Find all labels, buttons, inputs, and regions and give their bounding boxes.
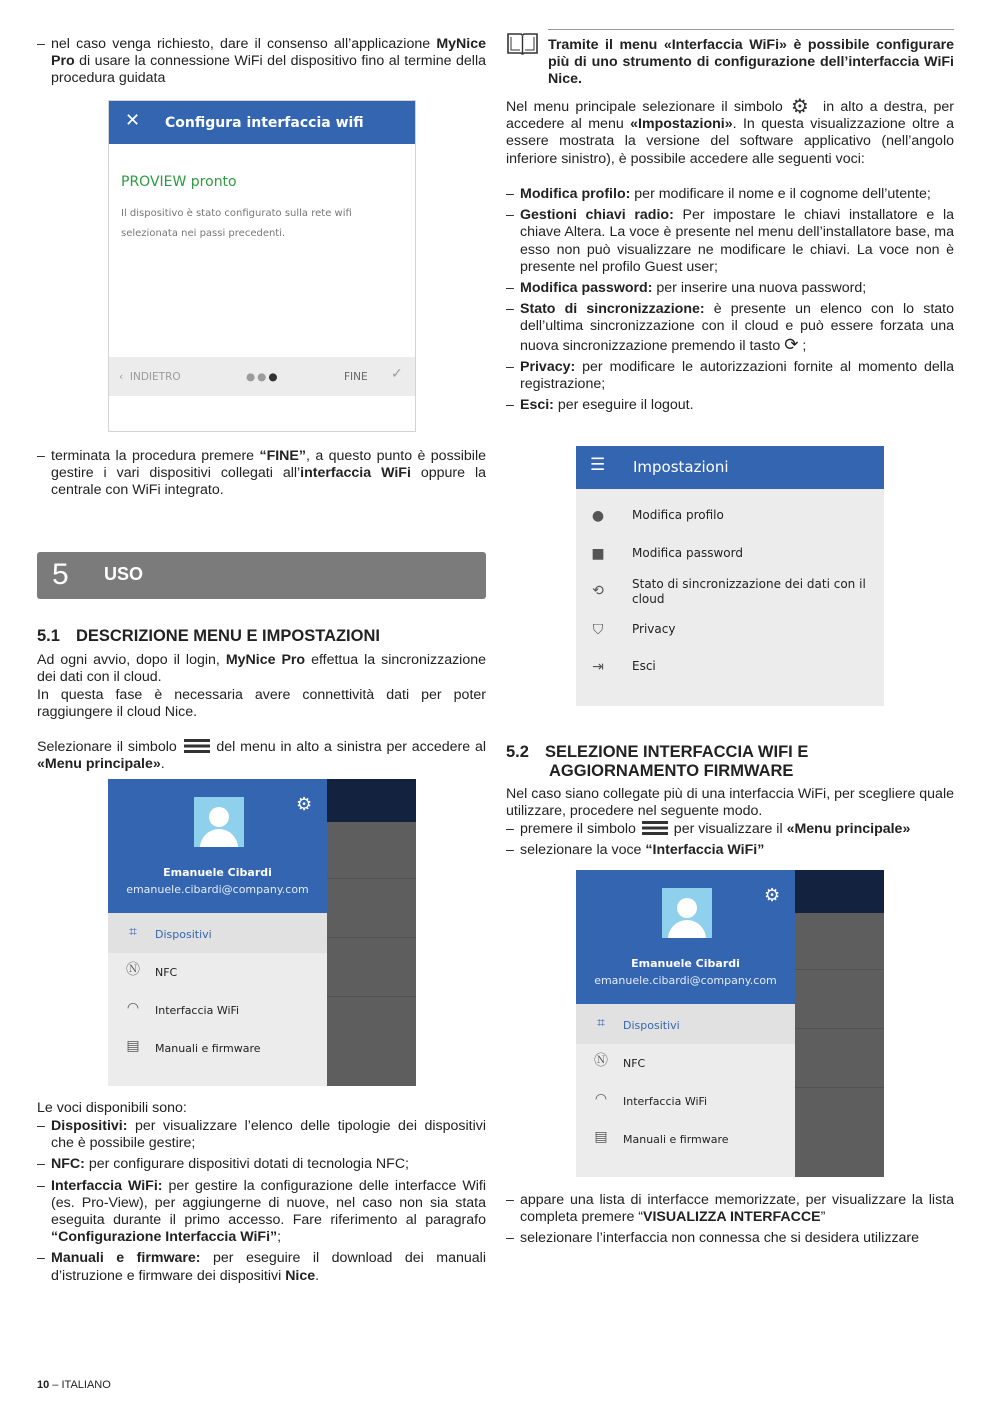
menu-header xyxy=(576,870,795,1004)
close-icon[interactable]: ✕ xyxy=(125,110,141,131)
heading-5-1: 5.1 DESCRIZIONE MENU E IMPOSTAZIONI xyxy=(37,627,380,645)
settings-title: Impostazioni xyxy=(633,458,729,476)
bullet-selezionare-voce: – selezionare la voce “Interfaccia WiFi” xyxy=(506,842,954,859)
wizard-screenshot xyxy=(108,100,416,432)
wifi-icon: ◠ xyxy=(126,1000,140,1016)
main-menu-screenshot xyxy=(108,779,416,1086)
dimmed-content[interactable] xyxy=(327,779,416,1086)
wizard-status: PROVIEW pronto xyxy=(121,174,237,190)
section-number: 5 xyxy=(52,558,69,591)
gear-icon[interactable]: ⚙ xyxy=(764,885,781,906)
sync-icon: ⟳ xyxy=(784,334,799,354)
shield-icon: ⛉ xyxy=(592,622,604,638)
voice-dispositivi: – Dispositivi: per visualizzare l’elenco delle tipologie dei dispositivi che è possibile gestire; xyxy=(37,1118,486,1152)
menu-item-interfaccia-wifi[interactable]: ◠ Interfaccia WiFi xyxy=(108,989,327,1029)
bullet-lista-interfacce: – appare una lista di interfacce memorizzate, per visualizzare la lista completa premere “VISUALIZZA INTERFACCE” xyxy=(506,1192,954,1226)
hamburger-icon xyxy=(642,821,668,835)
menu-item-manuali[interactable]: ▤ Manuali e firmware xyxy=(576,1118,795,1158)
exit-icon: ⇥ xyxy=(592,659,604,675)
check-icon[interactable]: ✓ xyxy=(391,366,403,382)
item-esci: – Esci: per eseguire il logout. xyxy=(506,397,954,414)
chip-icon: ⌗ xyxy=(129,924,137,940)
voices-intro: Le voci disponibili sono: xyxy=(37,1100,187,1116)
menu-item-dispositivi[interactable]: ⌗ Dispositivi xyxy=(108,913,327,953)
section-header xyxy=(37,552,486,599)
nfc-icon: Ⓝ xyxy=(126,962,140,978)
section-title: USO xyxy=(104,564,144,584)
paragraph-settings: Nel menu principale selezionare il simbolo ⚙ in alto a destra, per accedere al menu «Impostazioni». In questa visualizzazione oltre a essere mostrata la versione del software applicativo (nell’angolo inferiore sinistro), è possibile accedere alle seguenti voci: xyxy=(506,96,954,167)
library-icon: ▤ xyxy=(126,1038,140,1054)
item-gestioni-chiavi: – Gestioni chiavi radio: Per impostare le chiavi installatore e la chiave Altera. La voce è presente nel menu dell’installatore base, ma esso non può visualizzare ne modificare le chiavi. La voce non è presente nel profilo Guest user; xyxy=(506,207,954,276)
library-icon: ▤ xyxy=(594,1129,608,1145)
back-button[interactable]: ‹ INDIETRO xyxy=(119,371,181,383)
page-footer: 10 – ITALIANO xyxy=(37,1379,111,1391)
chevron-left-icon: ‹ xyxy=(119,371,124,383)
finish-button[interactable]: FINE xyxy=(344,371,368,383)
wizard-header xyxy=(109,101,415,144)
voices-list xyxy=(37,1118,486,1285)
paragraph-menu-symbol: Selezionare il simbolo del menu in alto a sinistra per accedere al «Menu principale». xyxy=(37,739,486,773)
sync-icon: ⟲ xyxy=(592,583,604,599)
user-name: Emanuele Cibardi xyxy=(163,866,272,879)
avatar xyxy=(194,797,244,847)
user-email: emanuele.cibardi@company.com xyxy=(126,883,309,896)
wizard-title: Configura interfaccia wifi xyxy=(165,115,364,131)
bullets-5-2-top xyxy=(506,821,954,859)
paragraph-5-2: Nel caso siano collegate più di una interfaccia WiFi, per scegliere quale utilizzare, procedere nel seguente modo. xyxy=(506,786,954,820)
book-icon xyxy=(506,31,539,56)
menu-item-dispositivi[interactable]: ⌗ Dispositivi xyxy=(576,1004,795,1044)
gear-icon: ⚙ xyxy=(790,96,809,118)
voice-interfaccia-wifi: – Interfaccia WiFi: per gestire la configurazione delle interfacce Wifi (es. Pro-View), per aggiungerne di nuove, nel caso non sia stata eseguita durante il primo accesso. Fare riferimento al paragrafo “Configurazione Interfaccia WiFi”; xyxy=(37,1178,486,1247)
menu-item-manuali[interactable]: ▤ Manuali e firmware xyxy=(108,1027,327,1067)
wifi-icon: ◠ xyxy=(594,1091,608,1107)
step-dots: ●●● xyxy=(246,371,280,383)
paragraph-connectivity: In questa fase è necessaria avere connettività dati per poter raggiungere il cloud Nice. xyxy=(37,687,486,721)
heading-5-2: 5.2 SELEZIONE INTERFACCIA WIFI E AGGIORNAMENTO FIRMWARE xyxy=(506,743,809,780)
menu-header xyxy=(108,779,327,913)
note-divider xyxy=(548,29,954,30)
hamburger-icon[interactable]: ☰ xyxy=(590,455,606,475)
item-stato-sincronizzazione: – Stato di sincronizzazione: è presente un elenco con lo stato dell’ultima sincronizzazione con il cloud e può essere forzata una nuova sincronizzazione premendo il tasto ⟳ ; xyxy=(506,301,954,355)
dimmed-content[interactable] xyxy=(795,870,884,1177)
wizard-description: Il dispositivo è stato configurato sulla rete wifi selezionata nei passi precedenti. xyxy=(121,208,352,239)
note-text: Tramite il menu «Interfaccia WiFi» è possibile configurare più di uno strumento di configurazione dell’interfaccia WiFi Nice. xyxy=(548,37,954,88)
person-icon: ● xyxy=(591,508,605,524)
voice-manuali: – Manuali e firmware: per eseguire il download dei manuali d’istruzione e firmware dei dispositivi Nice. xyxy=(37,1250,486,1284)
bullet-finish: – terminata la procedura premere “FINE”, a questo punto è possibile gestire i vari dispositivi collegati all’interfaccia WiFi oppure la centrale con WiFi integrato. xyxy=(37,448,486,500)
bullets-5-2-bottom xyxy=(506,1192,954,1248)
main-menu-screenshot-2 xyxy=(576,870,884,1177)
item-modifica-profilo: – Modifica profilo: per modificare il nome e il cognome dell’utente; xyxy=(506,186,954,203)
avatar xyxy=(662,888,712,938)
chip-icon: ⌗ xyxy=(597,1015,605,1031)
settings-header xyxy=(576,446,884,489)
item-privacy: – Privacy: per modificare le autorizzazioni fornite al momento della registrazione; xyxy=(506,359,954,393)
user-email: emanuele.cibardi@company.com xyxy=(594,974,777,987)
hamburger-icon xyxy=(184,739,210,753)
menu-list xyxy=(576,1004,795,1177)
nfc-icon: Ⓝ xyxy=(594,1053,608,1069)
settings-items-list xyxy=(506,186,954,414)
menu-item-interfaccia-wifi[interactable]: ◠ Interfaccia WiFi xyxy=(576,1080,795,1120)
bullet-interfaccia-non-connessa: – selezionare l’interfaccia non connessa che si desidera utilizzare xyxy=(506,1230,954,1247)
paragraph-login: Ad ogni avvio, dopo il login, MyNice Pro effettua la sincronizzazione dei dati con il cloud. xyxy=(37,652,486,686)
bullet-consent: – nel caso venga richiesto, dare il consenso all’applicazione MyNice Pro di usare la connessione WiFi del dispositivo fino al termine della procedura guidata xyxy=(37,36,486,88)
settings-screenshot: ☰ Impostazioni ● Modifica profilo ■ Modifica password ⟲ Stato di sincronizzazione dei dati con il cloud ⛉ Privacy ⇥ Esci xyxy=(576,446,884,706)
item-modifica-password: – Modifica password: per inserire una nuova password; xyxy=(506,280,954,297)
menu-item-nfc[interactable]: Ⓝ NFC xyxy=(594,1053,646,1070)
user-name: Emanuele Cibardi xyxy=(631,957,740,970)
gear-icon[interactable]: ⚙ xyxy=(296,794,313,815)
menu-list xyxy=(108,913,327,1086)
lock-icon: ■ xyxy=(591,546,605,562)
menu-item-nfc[interactable]: Ⓝ NFC xyxy=(126,962,178,979)
wizard-footer xyxy=(109,357,415,396)
voice-nfc: – NFC: per configurare dispositivi dotati di tecnologia NFC; xyxy=(37,1156,486,1173)
bullet-premere-simbolo: – premere il simbolo per visualizzare il «Menu principale» xyxy=(506,821,954,838)
